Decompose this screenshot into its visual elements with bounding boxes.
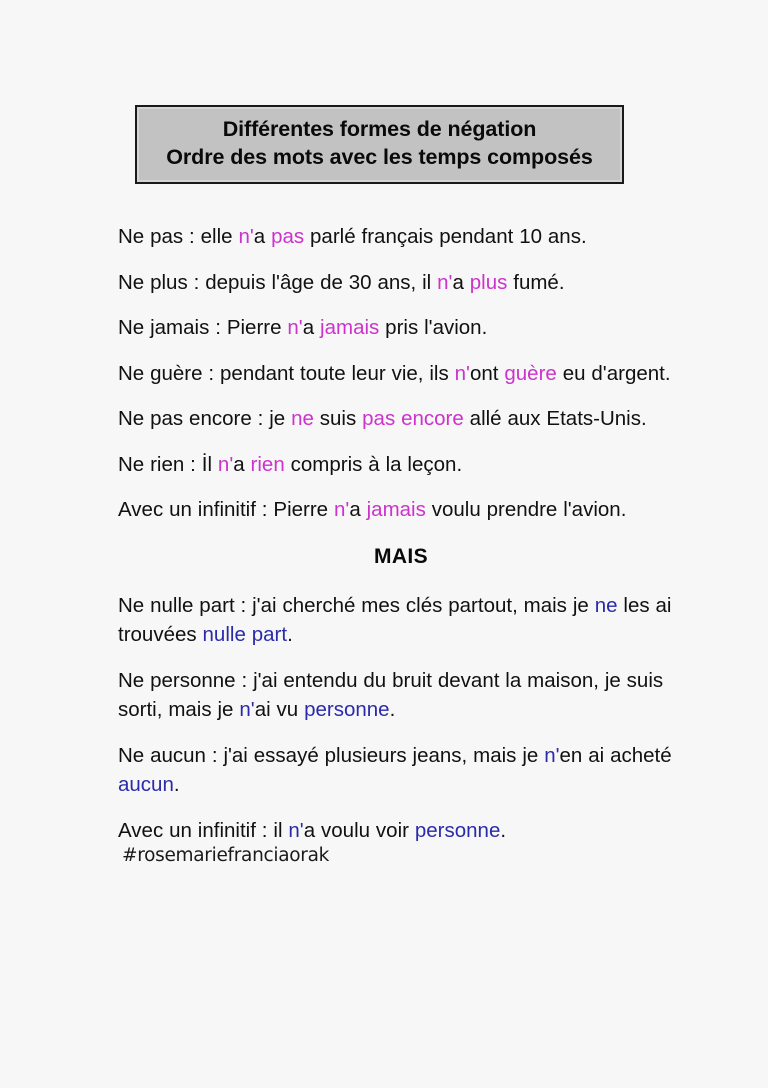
- title-box: [135, 105, 624, 184]
- text-run-4: parlé français pendant 10 ans.: [304, 225, 587, 248]
- text-run-1: n': [239, 698, 255, 722]
- rule-ne-guere: [118, 359, 684, 389]
- text-run-3: personne: [304, 698, 390, 722]
- text-run-4: pris l'avion.: [379, 316, 488, 340]
- title-banner: [135, 105, 624, 184]
- text-run-3: plus: [469, 270, 508, 294]
- author-hashtag: #rosemariefranciaorak: [122, 845, 330, 866]
- text-run-3: rien: [250, 452, 285, 476]
- text-run-2: suis: [313, 407, 363, 431]
- text-run-3: nulle part: [202, 623, 288, 647]
- text-run-1: n': [217, 452, 234, 476]
- text-run-2: a: [233, 452, 251, 476]
- rule-avec-un-infinitif-personne: [118, 816, 684, 846]
- text-run-0: Ne pas encore : je: [118, 407, 292, 431]
- rule-ne-plus: [118, 268, 684, 298]
- title-line-2: Ordre des mots avec les temps composés: [166, 145, 593, 170]
- text-run-0: Ne rien : İl: [118, 452, 218, 476]
- rule-ne-jamais: [118, 313, 684, 343]
- text-run-1: n': [288, 818, 304, 842]
- text-run-2: en ai acheté: [559, 743, 678, 767]
- text-run-1: n': [287, 316, 303, 340]
- text-run-0: Ne personne : j'ai entendu du bruit devant la maison, je suis sorti, mais je: [118, 668, 670, 722]
- text-run-3: pas: [271, 225, 305, 248]
- text-run-2: a voulu voir: [303, 818, 415, 842]
- section-heading-mais: MAIS: [373, 544, 429, 568]
- text-run-4: voulu prendre l'avion.: [425, 498, 627, 522]
- rule-ne-nulle-part: [118, 591, 684, 650]
- text-run-2: ai vu: [254, 698, 305, 722]
- rule-ne-personne: [118, 666, 684, 725]
- text-run-1: n': [238, 225, 254, 248]
- text-run-1: n': [454, 361, 470, 385]
- text-run-1: n': [333, 498, 350, 522]
- text-run-0: Ne jamais : Pierre: [118, 316, 288, 340]
- text-run-4: .: [500, 818, 507, 842]
- text-run-3: aucun: [118, 773, 174, 797]
- text-run-4: allé aux Etats-Unis.: [463, 407, 647, 431]
- text-run-2: a: [349, 498, 367, 522]
- rule-ne-pas: [118, 222, 684, 252]
- rule-ne-aucun: [118, 741, 684, 800]
- text-run-0: Ne plus : depuis l'âge de 30 ans, il: [118, 270, 438, 294]
- text-run-0: Ne pas : elle: [118, 225, 239, 248]
- text-run-3: jamais: [320, 316, 380, 340]
- rule-avec-un-infinitif-jamais: [118, 495, 684, 525]
- text-run-2: a: [253, 225, 272, 248]
- text-run-3: personne: [414, 818, 501, 842]
- text-run-2: a: [452, 270, 470, 294]
- text-run-3: jamais: [366, 498, 426, 522]
- text-run-0: Avec un infinitif : Pierre: [118, 498, 334, 522]
- text-run-2: ont: [469, 361, 505, 385]
- negation-list-mais: [118, 591, 684, 846]
- text-run-4: fumé.: [507, 270, 565, 294]
- text-run-1: ne: [291, 407, 314, 431]
- text-run-4: eu d'argent.: [556, 361, 671, 385]
- text-run-3: pas encore: [362, 407, 464, 431]
- text-run-0: Ne aucun : j'ai essayé plusieurs jeans, mais je: [118, 743, 545, 767]
- rule-ne-rien: [118, 450, 684, 480]
- text-run-4: .: [173, 773, 180, 797]
- negation-list-simple: [118, 222, 684, 525]
- document-body: [118, 222, 684, 861]
- text-run-4: compris à la leçon.: [284, 452, 463, 476]
- text-run-0: Ne guère : pendant toute leur vie, ils: [118, 361, 455, 385]
- text-run-2: a: [302, 316, 321, 340]
- text-run-2: les ai trouvées: [118, 593, 678, 647]
- text-run-3: guère: [504, 361, 557, 385]
- text-run-1: ne: [594, 593, 618, 617]
- title-line-1: Différentes formes de négation: [222, 117, 537, 141]
- text-run-4: .: [389, 698, 396, 722]
- text-run-0: Ne nulle part : j'ai cherché mes clés partout, mais je: [118, 593, 595, 617]
- text-run-1: n': [437, 270, 453, 294]
- text-run-4: .: [287, 623, 293, 647]
- text-run-0: Avec un infinitif : il: [118, 818, 289, 842]
- text-run-1: n': [544, 743, 560, 767]
- rule-ne-pas-encore: [118, 404, 684, 434]
